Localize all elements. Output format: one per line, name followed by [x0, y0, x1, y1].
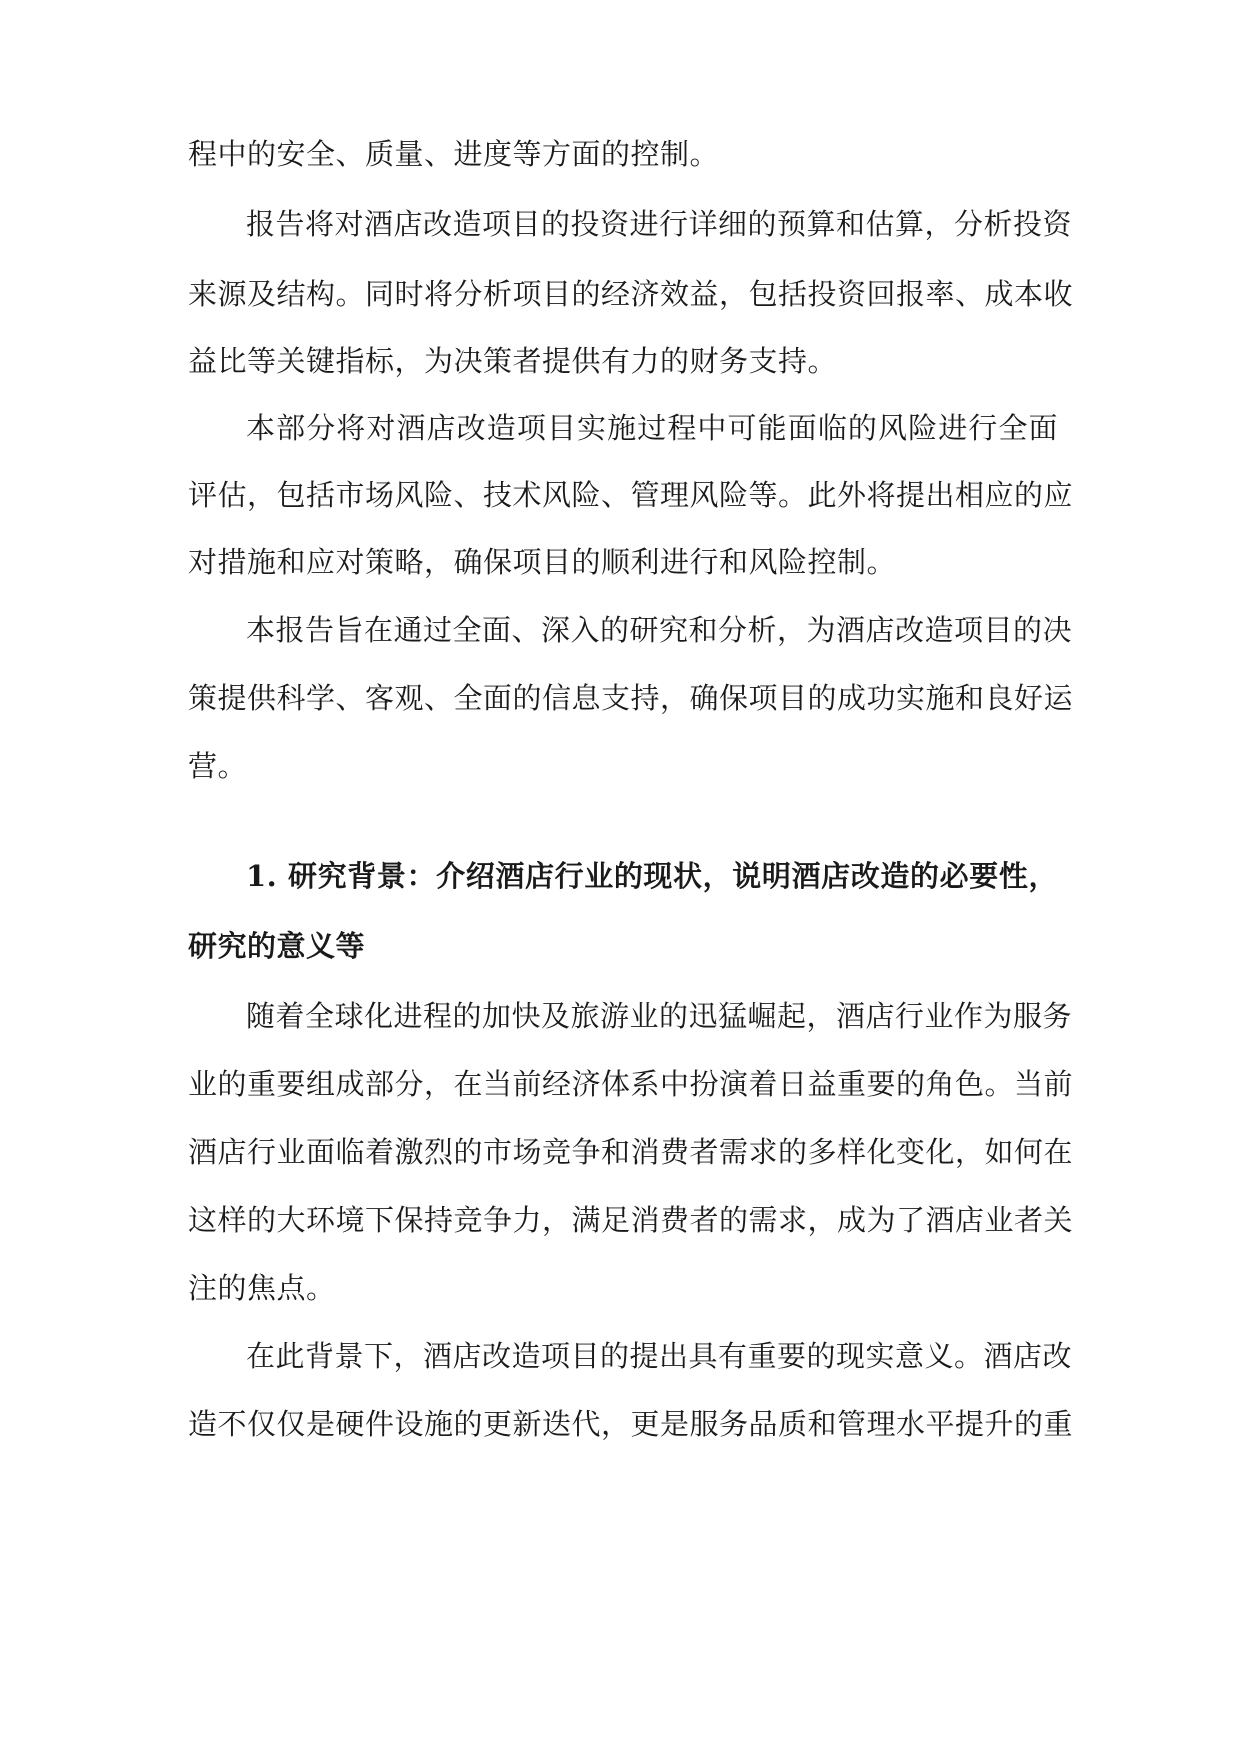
section-heading-line: 研究的意义等 — [188, 929, 366, 963]
paragraph-line: 来源及结构。同时将分析项目的经济效益，包括投资回报率、成本收 — [188, 277, 1074, 311]
paragraph-line: 注的焦点。 — [188, 1271, 336, 1305]
paragraph-line: 报告将对酒店改造项目的投资进行详细的预算和估算，分析投资 — [246, 207, 1073, 241]
paragraph-line: 造不仅仅是硬件设施的更新迭代，更是服务品质和管理水平提升的重 — [188, 1407, 1074, 1441]
paragraph-line: 这样的大环境下保持竞争力，满足消费者的需求，成为了酒店业者关 — [188, 1203, 1074, 1237]
paragraph-line: 本报告旨在通过全面、深入的研究和分析，为酒店改造项目的决 — [246, 613, 1073, 647]
paragraph-line: 本部分将对酒店改造项目实施过程中可能面临的风险进行全面 — [246, 411, 1058, 445]
paragraph-line: 评估，包括市场风险、技术风险、管理风险等。此外将提出相应的应 — [188, 478, 1074, 512]
paragraph-line: 策提供科学、客观、全面的信息支持，确保项目的成功实施和良好运 — [188, 681, 1074, 715]
paragraph-line: 程中的安全、质量、进度等方面的控制。 — [188, 137, 720, 171]
paragraph-line: 在此背景下，酒店改造项目的提出具有重要的现实意义。酒店改 — [246, 1339, 1073, 1373]
paragraph-line: 酒店行业面临着激烈的市场竞争和消费者需求的多样化变化，如何在 — [188, 1135, 1074, 1169]
paragraph-line: 随着全球化进程的加快及旅游业的迅猛崛起，酒店行业作为服务 — [246, 999, 1073, 1033]
paragraph-line: 益比等关键指标，为决策者提供有力的财务支持。 — [188, 344, 838, 378]
paragraph-line: 对措施和应对策略，确保项目的顺利进行和风险控制。 — [188, 545, 897, 579]
paragraph-line: 营。 — [188, 749, 248, 783]
section-heading-line: 1. 研究背景：介绍酒店行业的现状，说明酒店改造的必要性， — [246, 859, 1058, 893]
paragraph-line: 业的重要组成部分，在当前经济体系中扮演着日益重要的角色。当前 — [188, 1067, 1074, 1101]
